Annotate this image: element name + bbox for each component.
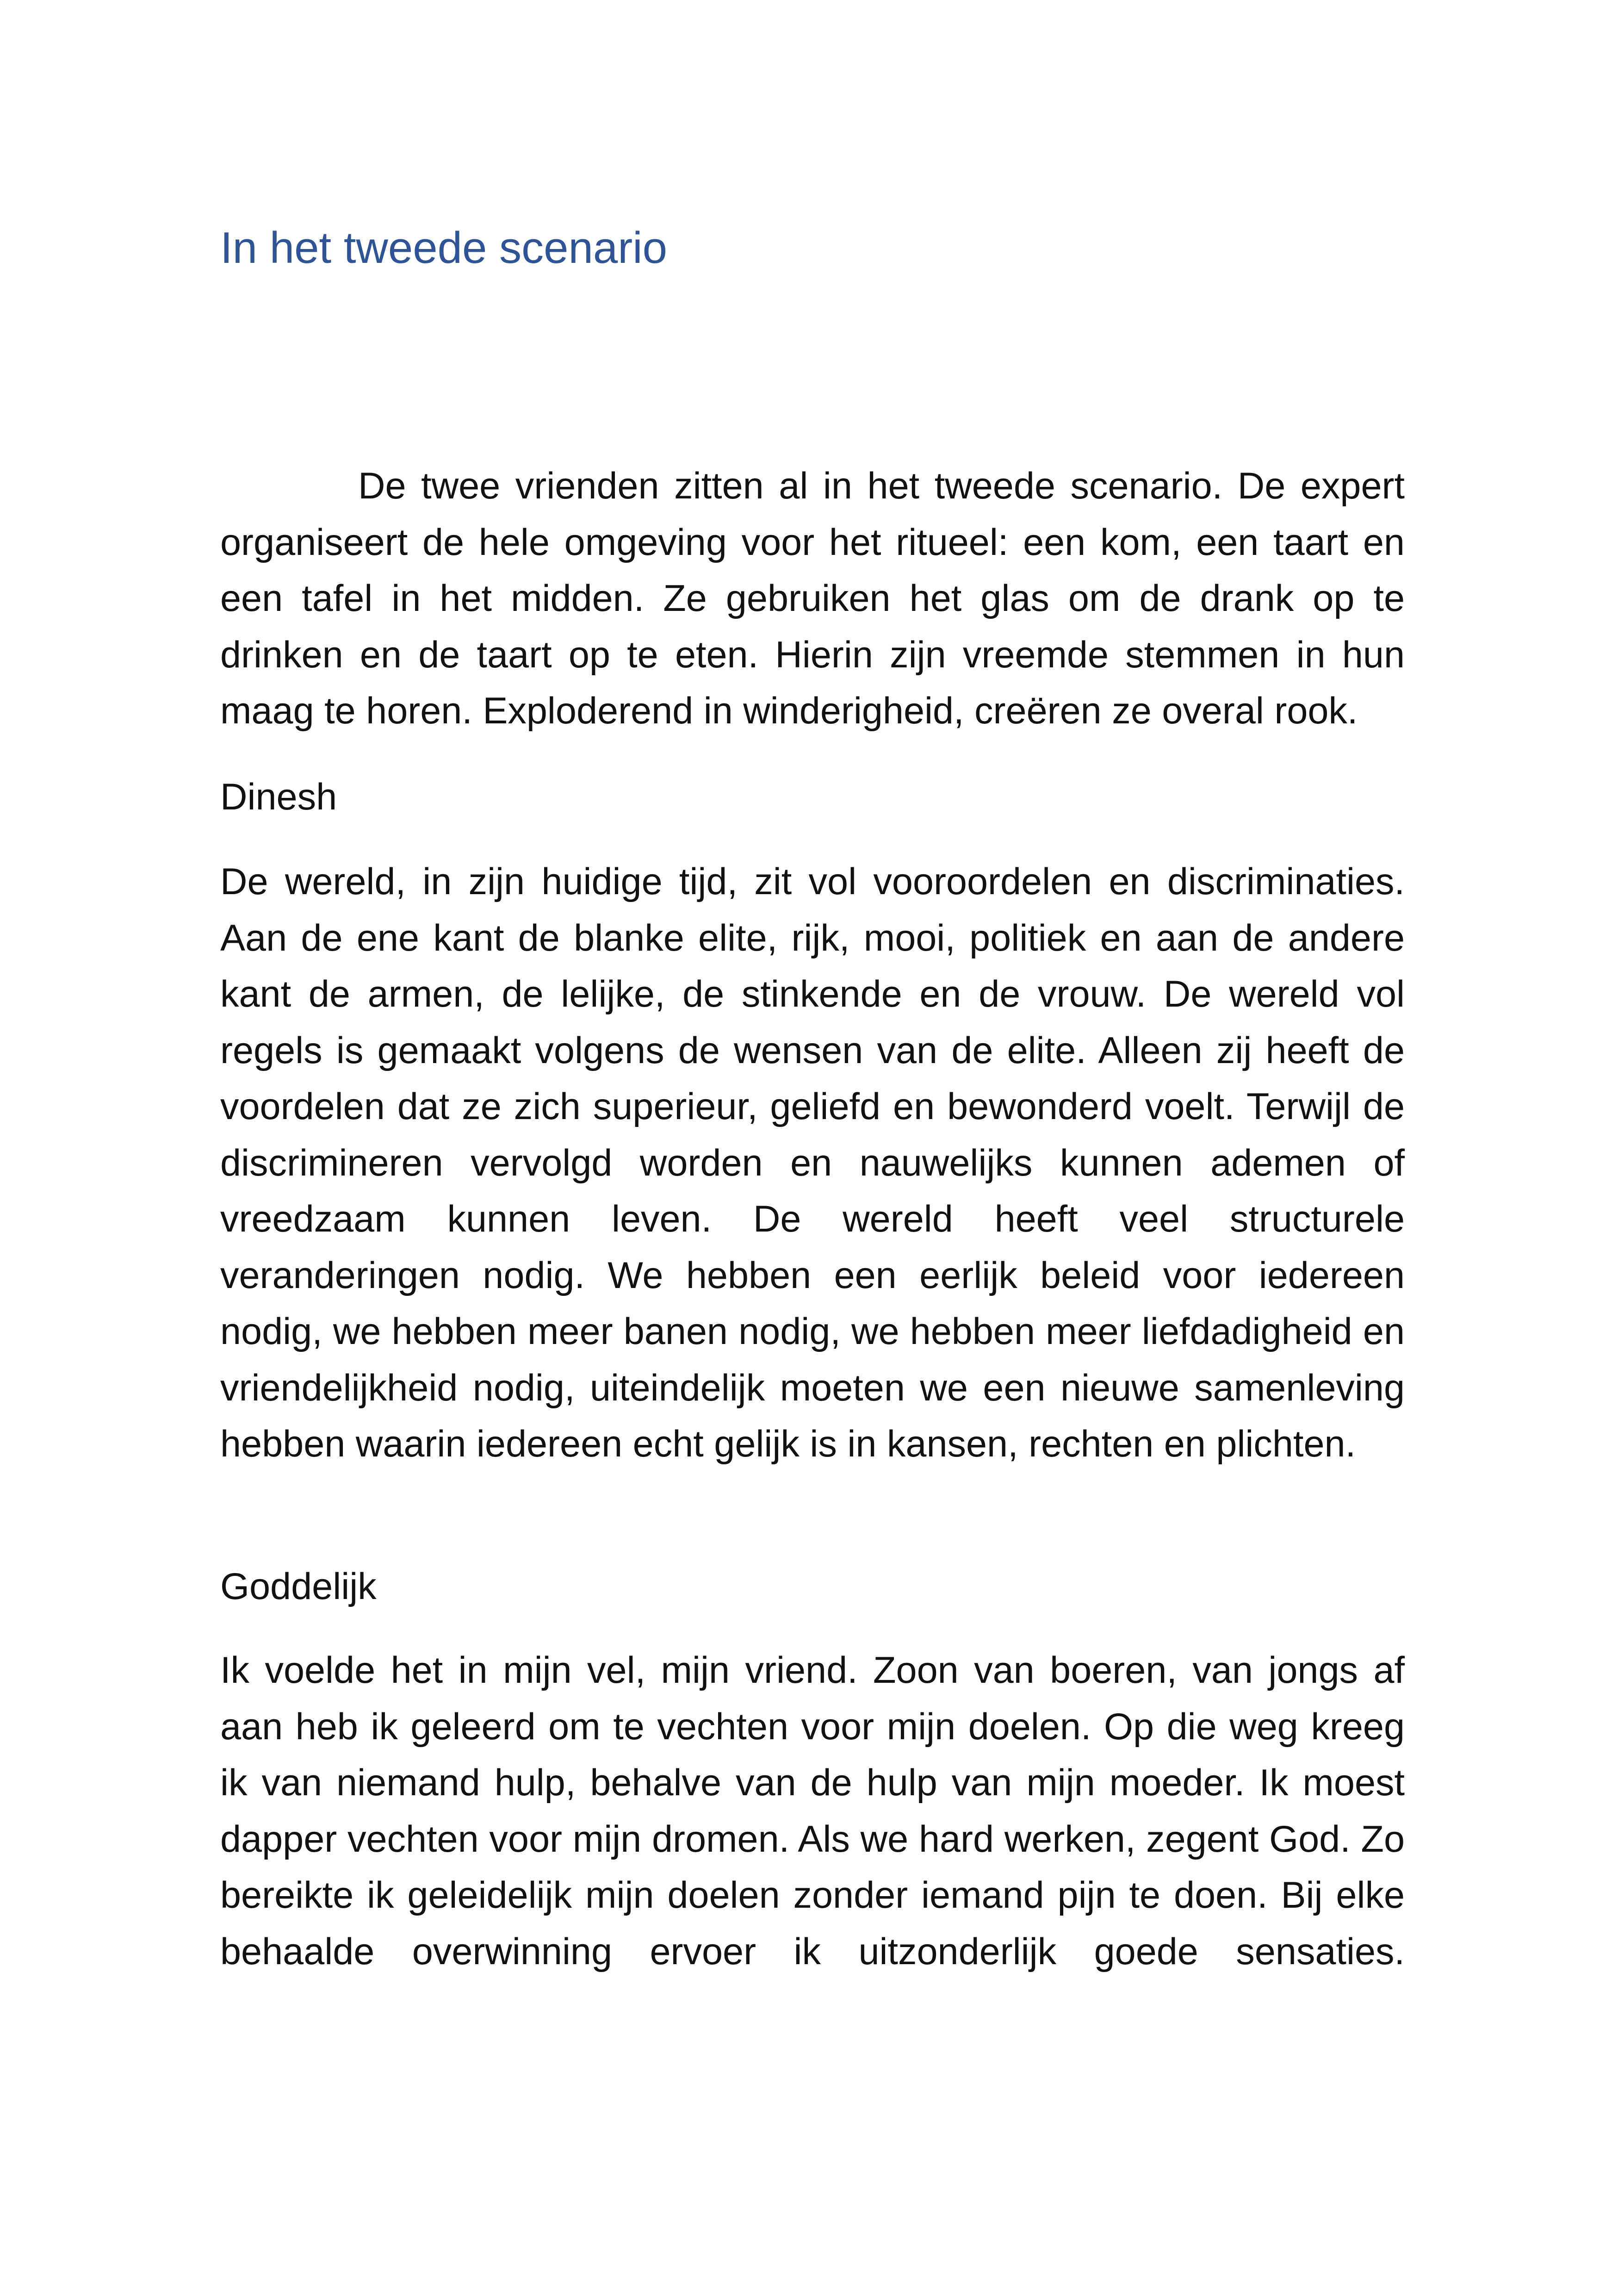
dinesh-paragraph: De wereld, in zijn huidige tijd, zit vol vooroordelen en discriminaties. Aan de ene kant de blanke elite, rijk, mooi, politiek en aan de andere kant de armen, de lelijke, de stinkende en de vrouw. De wereld vol regels is gemaakt volgens de wensen van de elite. Alleen zij heeft de voordelen dat ze zich superieur, geliefd en bewonderd voelt. Terwijl de discrimineren vervolgd worden en nauwelijks kunnen ademen of vreedzaam kunnen leven. De wereld heeft veel structurele veranderingen nodig. We hebben een eerlijk beleid voor iedereen nodig, we hebben meer banen nodig, we hebben meer liefdadigheid en vriendelijkheid nodig, uiteindelijk moeten we een nieuwe samenleving hebben waarin iedereen echt gelijk is in kansen, rechten en plichten.	[220, 861, 1405, 1465]
speaker-name-dinesh: Dinesh	[220, 776, 337, 818]
intro-paragraph: De twee vrienden zitten al in het tweede scenario. De expert organiseert de hele omgeving voor het ritueel: een kom, een taart en een tafel in het midden. Ze gebruiken het glas om de drank op te drinken en de taart op te eten. Hierin zijn vreemde stemmen in hun maag te horen. Exploderend in winderigheid, creëren ze overal rook.	[220, 465, 1405, 732]
section-heading: In het tweede scenario	[220, 223, 667, 273]
speaker-name-goddelijk: Goddelijk	[220, 1566, 377, 1607]
goddelijk-paragraph: Ik voelde het in mijn vel, mijn vriend. Zoon van boeren, van jongs af aan heb ik geleerd om te vechten voor mijn doelen. Op die weg kreeg ik van niemand hulp, behalve van de hulp van mijn moeder. Ik moest dapper vechten voor mijn dromen. Als we hard werken, zegent God. Zo bereikte ik geleidelijk mijn doelen zonder iemand pijn te doen. Bij elke behaalde overwinning ervoer ik uitzonderlijk goede sensaties.	[220, 1649, 1405, 1972]
